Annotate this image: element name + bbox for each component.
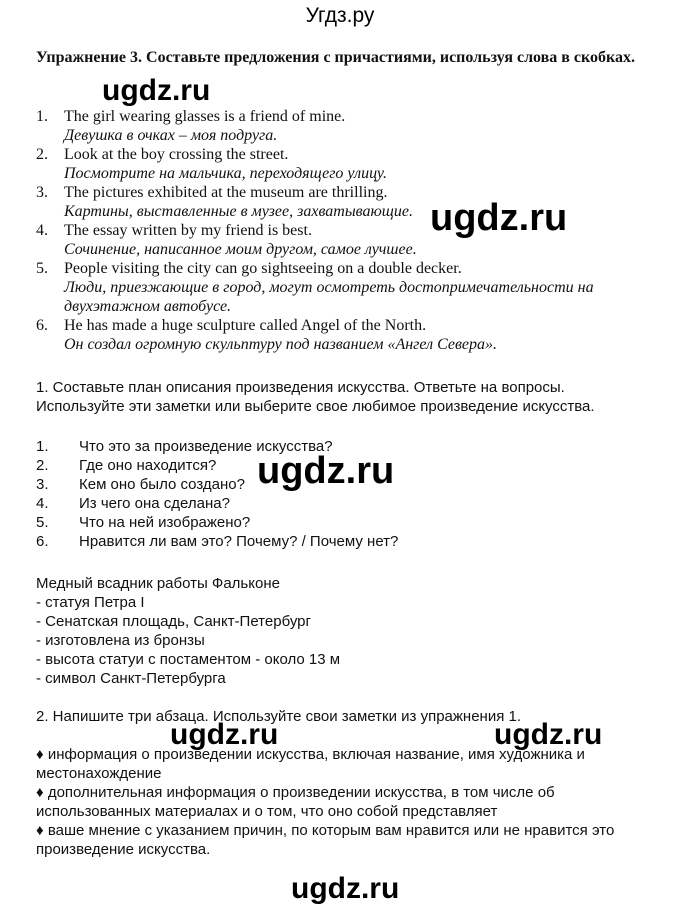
watermark: ugdz.ru bbox=[291, 872, 400, 905]
question-text: Нравится ли вам это? Почему? / Почему нет? bbox=[79, 533, 399, 550]
watermark: ugdz.ru bbox=[494, 718, 603, 751]
question-number: 3. bbox=[36, 476, 49, 493]
watermark: ugdz.ru bbox=[102, 74, 211, 107]
item-russian: Он создал огромную скульптуру под названием «Ангел Севера». bbox=[64, 336, 498, 353]
bullet-item: ♦ ваше мнение с указанием причин, по которым вам нравится или не нравится это произведение искусства. bbox=[36, 822, 615, 858]
item-russian: Посмотрите на мальчика, переходящего улицу. bbox=[64, 165, 387, 182]
bullet-item: ♦ информация о произведении искусства, включая название, имя художника и местонахождение bbox=[36, 746, 585, 782]
item-number: 2. bbox=[36, 146, 48, 163]
watermark: ugdz.ru bbox=[430, 197, 568, 239]
question-text: Где оно находится? bbox=[79, 457, 217, 474]
question-number: 6. bbox=[36, 533, 49, 550]
item-number: 4. bbox=[36, 222, 48, 239]
notes-title: Медный всадник работы Фальконе bbox=[36, 575, 280, 592]
note-line: - Сенатская площадь, Санкт-Петербург bbox=[36, 613, 311, 630]
bullet-item: ♦ дополнительная информация о произведении искусства, в том числе об использованных материалах и о том, что оно собой представляет bbox=[36, 784, 555, 820]
notes-block bbox=[36, 574, 646, 688]
question-text: Кем оно было создано? bbox=[79, 476, 245, 493]
task2-intro: 2. Напишите три абзаца. Используйте свои заметки из упражнения 1. bbox=[36, 708, 522, 725]
item-russian: Девушка в очках – моя подруга. bbox=[64, 127, 278, 144]
question-number: 2. bbox=[36, 457, 49, 474]
item-english: The essay written by my friend is best. bbox=[64, 222, 312, 239]
item-number: 6. bbox=[36, 317, 48, 334]
question-text: Что это за произведение искусства? bbox=[79, 438, 333, 455]
question-text: Что на ней изображено? bbox=[79, 514, 251, 531]
item-english: The pictures exhibited at the museum are thrilling. bbox=[64, 184, 388, 201]
watermark: ugdz.ru bbox=[170, 718, 279, 751]
question-number: 5. bbox=[36, 514, 49, 531]
item-english: Look at the boy crossing the street. bbox=[64, 146, 289, 163]
watermark: ugdz.ru bbox=[257, 450, 395, 492]
exercise-heading: Упражнение 3. Составьте предложения с причастиями, используя слова в скобках. bbox=[36, 49, 636, 66]
item-number: 1. bbox=[36, 108, 48, 125]
note-line: - изготовлена из бронзы bbox=[36, 632, 205, 649]
item-russian: Картины, выставленные в музее, захватывающие. bbox=[64, 203, 413, 220]
item-english: People visiting the city can go sightseeing on a double decker. bbox=[64, 260, 462, 277]
note-line: - высота статуи с постаментом - около 13 м bbox=[36, 651, 341, 668]
site-title: Угдз.ру bbox=[305, 4, 375, 27]
question-number: 1. bbox=[36, 438, 49, 455]
question-text: Из чего она сделана? bbox=[79, 495, 230, 512]
list-item bbox=[36, 145, 636, 183]
task2-bullets bbox=[36, 745, 646, 859]
note-line: - статуя Петра I bbox=[36, 594, 145, 611]
question-item bbox=[36, 532, 646, 551]
item-number: 5. bbox=[36, 260, 48, 277]
list-item bbox=[36, 107, 636, 145]
item-english: The girl wearing glasses is a friend of mine. bbox=[64, 108, 346, 125]
item-number: 3. bbox=[36, 184, 48, 201]
task1-intro: 1. Составьте план описания произведения искусства. Ответьте на вопросы. Используйте эти заметки или выберите свое любимое произведение искусства. bbox=[36, 379, 595, 415]
note-line: - символ Санкт-Петербурга bbox=[36, 670, 226, 687]
question-item bbox=[36, 513, 646, 532]
item-english: He has made a huge sculpture called Angel of the North. bbox=[64, 317, 427, 334]
list-item bbox=[36, 259, 636, 316]
item-russian: Сочинение, написанное моим другом, самое лучшее. bbox=[64, 241, 417, 258]
item-russian: Люди, приезжающие в город, могут осмотреть достопримечательности на двухэтажном автобусе. bbox=[64, 279, 594, 315]
question-item bbox=[36, 494, 646, 513]
list-item bbox=[36, 316, 636, 354]
question-number: 4. bbox=[36, 495, 49, 512]
